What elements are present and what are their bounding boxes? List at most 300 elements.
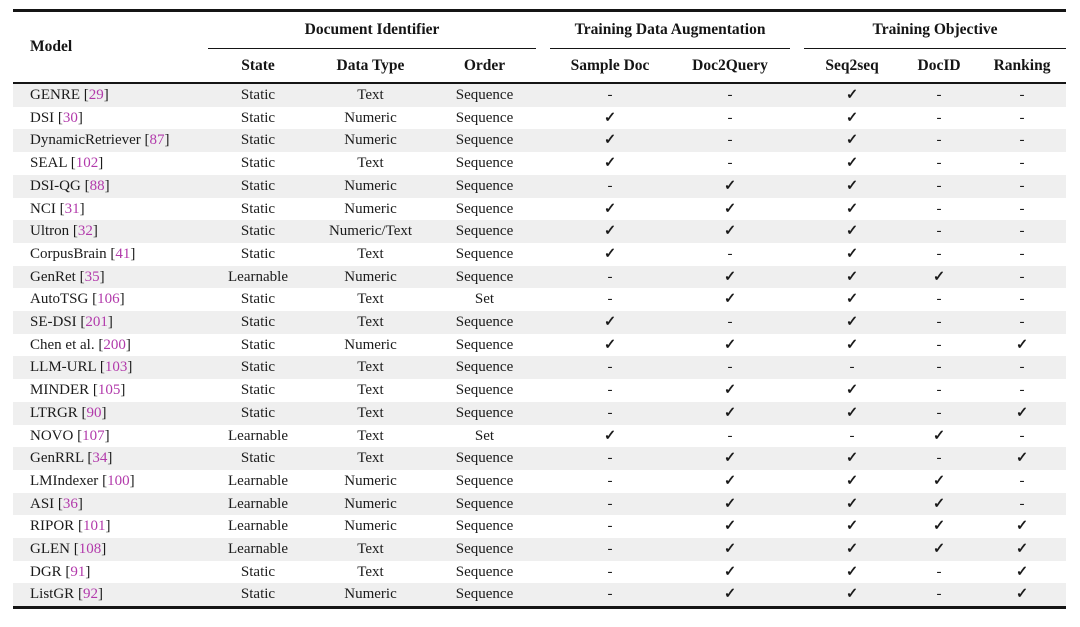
- cell-doc2query: ✓: [670, 583, 790, 607]
- cell-docid: -: [900, 583, 978, 607]
- group-header-document-identifier: Document Identifier: [208, 11, 536, 49]
- cell-state: Static: [208, 583, 308, 607]
- cell-seq2seq: ✓: [845, 518, 859, 535]
- model-name: DSI-QG: [30, 177, 81, 194]
- spacer-cell: [790, 379, 804, 402]
- spacer-cell: [790, 220, 804, 243]
- cell-seq2seq: ✓: [845, 291, 859, 308]
- table-row: [13, 311, 1066, 334]
- cell-data-type: Text: [357, 563, 384, 580]
- citation-link[interactable]: 88: [89, 177, 105, 194]
- cell-sample-doc: ✓: [603, 314, 617, 331]
- bracket-close: ]: [79, 200, 85, 217]
- col-header-seq2seq: Seq2seq: [804, 49, 900, 84]
- cell-ranking: ✓: [1015, 563, 1029, 580]
- bracket-close: ]: [101, 404, 107, 421]
- cell-state: Static: [240, 223, 276, 240]
- cell-sample-doc: -: [550, 583, 670, 607]
- model-name: NOVO: [30, 427, 74, 444]
- header-spacer: [536, 49, 550, 84]
- cell-order: Sequence: [455, 563, 514, 580]
- cell-state: Static: [240, 200, 276, 217]
- bracket-open: [: [59, 200, 65, 217]
- cell-model: [13, 379, 208, 402]
- cell-seq2seq: ✓: [845, 132, 859, 149]
- cell-ranking: ✓: [1015, 336, 1029, 353]
- bracket-close: ]: [92, 223, 98, 240]
- cell-docid: -: [936, 223, 942, 240]
- table-row: [13, 152, 1066, 175]
- cell-doc2query: -: [727, 427, 733, 444]
- cell-ranking: -: [1019, 245, 1025, 262]
- cell-data-type: Numeric: [344, 200, 397, 217]
- spacer-cell: [536, 129, 550, 152]
- spacer-cell: [790, 266, 804, 289]
- table-header: [13, 11, 1066, 84]
- cell-sample-doc: -: [607, 472, 613, 489]
- model-name: DSI: [30, 109, 55, 126]
- table-row: [13, 83, 1066, 107]
- spacer-cell: [536, 266, 550, 289]
- citation-link[interactable]: 105: [97, 382, 121, 399]
- cell-data-type: Text: [357, 87, 384, 103]
- cell-data-type: Numeric/Text: [328, 223, 413, 240]
- bracket-open: [: [87, 450, 93, 467]
- cell-order: Sequence: [455, 472, 514, 489]
- cell-state: Learnable: [228, 268, 288, 285]
- cell-ranking: -: [1019, 87, 1025, 103]
- cell-state: Learnable: [228, 472, 288, 489]
- cell-doc2query: -: [727, 109, 733, 126]
- cell-docid: -: [936, 245, 942, 262]
- table-row: [13, 425, 1066, 448]
- spacer-cell: [536, 243, 550, 266]
- spacer-cell: [790, 152, 804, 175]
- cell-data-type: Text: [357, 382, 384, 399]
- col-header-doc2query: Doc2Query: [670, 49, 790, 84]
- cell-model: [13, 129, 208, 152]
- model-name: CorpusBrain: [30, 245, 107, 262]
- cell-ranking: -: [1019, 472, 1025, 489]
- spacer-cell: [790, 243, 804, 266]
- cell-data-type: Numeric: [344, 336, 397, 353]
- bracket-close: ]: [125, 336, 131, 353]
- cell-ranking: -: [1019, 132, 1025, 149]
- cell-docid: -: [936, 314, 942, 331]
- spacer-cell: [790, 334, 804, 357]
- cell-ranking: -: [1019, 495, 1025, 512]
- cell-model: [13, 220, 208, 243]
- cell-seq2seq: ✓: [845, 314, 859, 331]
- citation-link[interactable]: 101: [82, 518, 106, 535]
- bracket-open: [: [83, 87, 89, 103]
- cell-state: Static: [240, 177, 276, 194]
- cell-model: [13, 356, 208, 379]
- cell-state: Learnable: [228, 427, 288, 444]
- bracket-close: ]: [98, 155, 104, 172]
- cell-model: [13, 198, 208, 221]
- cell-model: [13, 470, 208, 493]
- citation-link[interactable]: 34: [92, 450, 108, 467]
- table-row: [13, 288, 1066, 311]
- cell-sample-doc: -: [607, 404, 613, 421]
- cell-state: Static: [240, 132, 276, 149]
- bracket-open: [: [77, 427, 83, 444]
- cell-order: Sequence: [455, 245, 514, 262]
- cell-state: Static: [240, 359, 276, 376]
- cell-docid: ✓: [932, 518, 946, 535]
- bracket-close: ]: [164, 132, 170, 149]
- col-header-state: State: [208, 49, 308, 84]
- cell-data-type: Text: [357, 359, 384, 376]
- table-row: [13, 129, 1066, 152]
- cell-ranking: -: [1019, 359, 1025, 376]
- bracket-open: [: [65, 563, 71, 580]
- model-name: AutoTSG: [30, 291, 89, 308]
- table-row: [13, 175, 1066, 198]
- cell-data-type: Numeric: [344, 472, 397, 489]
- bracket-close: ]: [77, 109, 83, 126]
- citation-link[interactable]: 31: [64, 200, 80, 217]
- cell-order: Sequence: [455, 450, 514, 467]
- cell-sample-doc: ✓: [603, 336, 617, 353]
- spacer-cell: [790, 288, 804, 311]
- model-name: GLEN: [30, 541, 70, 558]
- model-name: DGR: [30, 563, 62, 580]
- citation-link[interactable]: 108: [78, 541, 102, 558]
- cell-docid: -: [936, 87, 942, 103]
- cell-order: Sequence: [455, 87, 514, 103]
- spacer-cell: [536, 220, 550, 243]
- bracket-close: ]: [120, 382, 126, 399]
- cell-seq2seq: ✓: [845, 245, 859, 262]
- citation-link[interactable]: 91: [70, 563, 86, 580]
- cell-doc2query: ✓: [723, 450, 737, 467]
- cell-doc2query: ✓: [723, 291, 737, 308]
- col-header-sample-doc: Sample Doc: [550, 49, 670, 84]
- citation-link[interactable]: 106: [97, 291, 120, 308]
- spacer-cell: [790, 198, 804, 221]
- cell-docid: -: [936, 291, 942, 308]
- cell-sample-doc: -: [607, 382, 613, 399]
- spacer-cell: [536, 288, 550, 311]
- bracket-close: ]: [129, 472, 135, 489]
- cell-state: Static: [240, 450, 276, 467]
- cell-order: Sequence: [455, 155, 514, 172]
- spacer-cell: [536, 470, 550, 493]
- cell-state: Static: [240, 109, 276, 126]
- citation-link[interactable]: 102: [75, 155, 99, 172]
- table-row: [13, 583, 1066, 607]
- citation-link[interactable]: 200: [103, 336, 126, 353]
- cell-state: Static: [240, 382, 276, 399]
- citation-link[interactable]: 30: [62, 109, 78, 126]
- cell-seq2seq: ✓: [845, 200, 859, 217]
- bracket-open: [: [84, 177, 90, 194]
- cell-ranking: ✓: [978, 583, 1066, 607]
- citation-link[interactable]: 41: [115, 245, 131, 262]
- cell-model: [13, 334, 208, 357]
- cell-sample-doc: -: [607, 518, 613, 535]
- cell-doc2query: ✓: [723, 268, 737, 285]
- bracket-open: [: [81, 404, 87, 421]
- cell-doc2query: ✓: [723, 518, 737, 535]
- citation-link[interactable]: 100: [107, 472, 130, 489]
- table-row: [13, 379, 1066, 402]
- citation-link[interactable]: 90: [86, 404, 102, 421]
- spacer-cell: [790, 583, 804, 607]
- cell-ranking: -: [1019, 200, 1025, 217]
- cell-doc2query: -: [727, 314, 733, 331]
- cell-sample-doc: ✓: [603, 245, 617, 262]
- table-row: [13, 447, 1066, 470]
- bracket-close: ]: [107, 314, 113, 331]
- cell-model: [13, 107, 208, 130]
- cell-state: Static: [240, 87, 276, 103]
- table-row: [13, 243, 1066, 266]
- citation-link[interactable]: 35: [84, 268, 100, 285]
- cell-data-type: Text: [357, 314, 384, 331]
- bracket-close: ]: [127, 359, 133, 376]
- bracket-open: [: [77, 518, 83, 535]
- cell-docid: ✓: [932, 541, 946, 558]
- spacer-cell: [790, 83, 804, 107]
- cell-doc2query: -: [727, 359, 733, 376]
- spacer-cell: [790, 561, 804, 584]
- cell-state: Learnable: [228, 541, 288, 558]
- cell-sample-doc: ✓: [603, 200, 617, 217]
- bracket-open: [: [72, 223, 78, 240]
- cell-sample-doc: ✓: [603, 155, 617, 172]
- cell-order: Sequence: [455, 336, 514, 353]
- spacer-cell: [790, 515, 804, 538]
- spacer-cell: [790, 447, 804, 470]
- bracket-close: ]: [105, 518, 111, 535]
- cell-data-type: Text: [357, 404, 384, 421]
- bracket-open: [: [73, 541, 79, 558]
- model-name: MINDER: [30, 382, 90, 399]
- cell-model: [13, 493, 208, 516]
- bracket-close: ]: [103, 87, 109, 103]
- cell-seq2seq: ✓: [845, 109, 859, 126]
- cell-doc2query: ✓: [723, 541, 737, 558]
- bracket-open: [: [99, 359, 105, 376]
- cell-docid: -: [936, 336, 942, 353]
- cell-doc2query: ✓: [723, 200, 737, 217]
- cell-sample-doc: -: [607, 541, 613, 558]
- cell-docid: -: [936, 563, 942, 580]
- cell-ranking: -: [1019, 382, 1025, 399]
- cell-ranking: -: [1019, 155, 1025, 172]
- cell-docid: -: [936, 359, 942, 376]
- cell-data-type: Numeric: [344, 268, 397, 285]
- cell-seq2seq: ✓: [845, 541, 859, 558]
- cell-sample-doc: ✓: [603, 109, 617, 126]
- cell-model: [13, 83, 208, 107]
- cell-doc2query: ✓: [723, 223, 737, 240]
- model-name: SEAL: [30, 155, 67, 172]
- cell-data-type: Numeric: [344, 518, 397, 535]
- cell-model: [13, 583, 208, 607]
- bracket-close: ]: [107, 450, 113, 467]
- cell-doc2query: ✓: [723, 495, 737, 512]
- cell-order: Sequence: [455, 200, 514, 217]
- cell-order: Sequence: [455, 404, 514, 421]
- cell-state: Learnable: [228, 495, 288, 512]
- spacer-cell: [536, 334, 550, 357]
- citation-link[interactable]: 201: [85, 314, 108, 331]
- citation-link[interactable]: 87: [149, 132, 165, 149]
- cell-order: Sequence: [433, 583, 536, 607]
- cell-sample-doc: -: [607, 87, 613, 103]
- citation-link[interactable]: 29: [88, 87, 104, 103]
- cell-model: [13, 243, 208, 266]
- cell-docid: -: [936, 450, 942, 467]
- bracket-close: ]: [99, 268, 105, 285]
- cell-seq2seq: ✓: [845, 223, 859, 240]
- spacer-cell: [536, 583, 550, 607]
- table-row: [13, 470, 1066, 493]
- model-name: DynamicRetriever: [30, 132, 141, 149]
- cell-model: [13, 266, 208, 289]
- cell-seq2seq: ✓: [845, 495, 859, 512]
- cell-data-type: Text: [357, 450, 384, 467]
- cell-state: Static: [240, 291, 276, 308]
- cell-order: Sequence: [455, 223, 514, 240]
- bracket-open: [: [57, 495, 63, 512]
- spacer-cell: [536, 402, 550, 425]
- spacer-cell: [536, 493, 550, 516]
- cell-data-type: Text: [357, 245, 384, 262]
- cell-ranking: -: [1019, 109, 1025, 126]
- model-name: GenRet: [30, 268, 76, 285]
- cell-doc2query: ✓: [723, 404, 737, 421]
- spacer-cell: [536, 356, 550, 379]
- cell-docid: -: [936, 177, 942, 194]
- cell-doc2query: -: [727, 245, 733, 262]
- cell-data-type: Numeric: [308, 583, 433, 607]
- cell-data-type: Numeric: [344, 132, 397, 149]
- cell-doc2query: ✓: [723, 177, 737, 194]
- table-body: [13, 83, 1066, 608]
- cell-sample-doc: -: [607, 291, 613, 308]
- cell-model: [13, 447, 208, 470]
- cell-data-type: Text: [357, 427, 384, 444]
- spacer-cell: [536, 515, 550, 538]
- cell-ranking: -: [1019, 427, 1025, 444]
- col-header-model: Model: [13, 11, 208, 84]
- cell-order: Set: [474, 427, 495, 444]
- bracket-close: ]: [130, 245, 136, 262]
- citation-link[interactable]: 36: [62, 495, 78, 512]
- citation-link[interactable]: 103: [104, 359, 128, 376]
- group-header-row: [13, 11, 1066, 49]
- cell-docid: -: [936, 132, 942, 149]
- cell-docid: -: [936, 404, 942, 421]
- col-header-data-type: Data Type: [308, 49, 433, 84]
- cell-docid: ✓: [932, 268, 946, 285]
- cell-docid: ✓: [932, 472, 946, 489]
- cell-model: [13, 538, 208, 561]
- cell-docid: -: [936, 109, 942, 126]
- cell-ranking: -: [1019, 223, 1025, 240]
- group-header-training-data-augmentation: Training Data Augmentation: [550, 11, 790, 49]
- bracket-close: ]: [101, 541, 107, 558]
- cell-order: Sequence: [455, 382, 514, 399]
- cell-order: Sequence: [455, 268, 514, 285]
- cell-data-type: Text: [357, 541, 384, 558]
- model-comparison-table: [13, 9, 1066, 609]
- cell-order: Sequence: [455, 177, 514, 194]
- spacer-cell: [790, 107, 804, 130]
- cell-docid: ✓: [932, 495, 946, 512]
- cell-model: [13, 288, 208, 311]
- group-header-training-objective: Training Objective: [804, 11, 1066, 49]
- table-row: [13, 493, 1066, 516]
- cell-sample-doc: -: [607, 177, 613, 194]
- cell-sample-doc: ✓: [603, 427, 617, 444]
- bracket-open: [: [92, 291, 98, 308]
- col-header-order: Order: [433, 49, 536, 84]
- cell-model: [13, 425, 208, 448]
- model-name: NCI: [30, 200, 56, 217]
- cell-doc2query: -: [727, 132, 733, 149]
- bracket-open: [: [102, 472, 108, 489]
- table-row: [13, 402, 1066, 425]
- col-header-docid: DocID: [900, 49, 978, 84]
- cell-state: Static: [240, 563, 276, 580]
- cell-model: [13, 175, 208, 198]
- cell-seq2seq: -: [849, 427, 855, 444]
- table-row: [13, 515, 1066, 538]
- cell-ranking: -: [1019, 291, 1025, 308]
- citation-link[interactable]: 107: [82, 427, 105, 444]
- cell-order: Sequence: [455, 314, 514, 331]
- cell-data-type: Text: [357, 155, 384, 172]
- cell-seq2seq: ✓: [804, 583, 900, 607]
- spacer-cell: [790, 425, 804, 448]
- spacer-cell: [790, 311, 804, 334]
- cell-model: [13, 402, 208, 425]
- cell-seq2seq: ✓: [845, 336, 859, 353]
- citation-link[interactable]: 32: [77, 223, 93, 240]
- cell-state: Static: [240, 336, 276, 353]
- citation-link[interactable]: 92: [82, 586, 98, 603]
- cell-state: Static: [240, 155, 276, 172]
- cell-data-type: Numeric: [344, 177, 397, 194]
- cell-seq2seq: ✓: [845, 382, 859, 399]
- spacer-cell: [790, 538, 804, 561]
- spacer-cell: [790, 470, 804, 493]
- cell-doc2query: -: [727, 87, 733, 103]
- bracket-close: ]: [104, 177, 110, 194]
- cell-sample-doc: -: [607, 495, 613, 512]
- cell-data-type: Numeric: [344, 109, 397, 126]
- bracket-close: ]: [85, 563, 91, 580]
- cell-seq2seq: ✓: [845, 404, 859, 421]
- table-row: [13, 334, 1066, 357]
- model-name: Chen et al.: [30, 336, 95, 353]
- cell-data-type: Numeric: [344, 495, 397, 512]
- spacer-cell: [536, 561, 550, 584]
- cell-ranking: ✓: [1015, 404, 1029, 421]
- cell-order: Sequence: [455, 359, 514, 376]
- cell-model: [13, 311, 208, 334]
- cell-doc2query: ✓: [723, 382, 737, 399]
- cell-ranking: ✓: [1015, 518, 1029, 535]
- model-name: GenRRL: [30, 450, 84, 467]
- cell-sample-doc: ✓: [603, 132, 617, 149]
